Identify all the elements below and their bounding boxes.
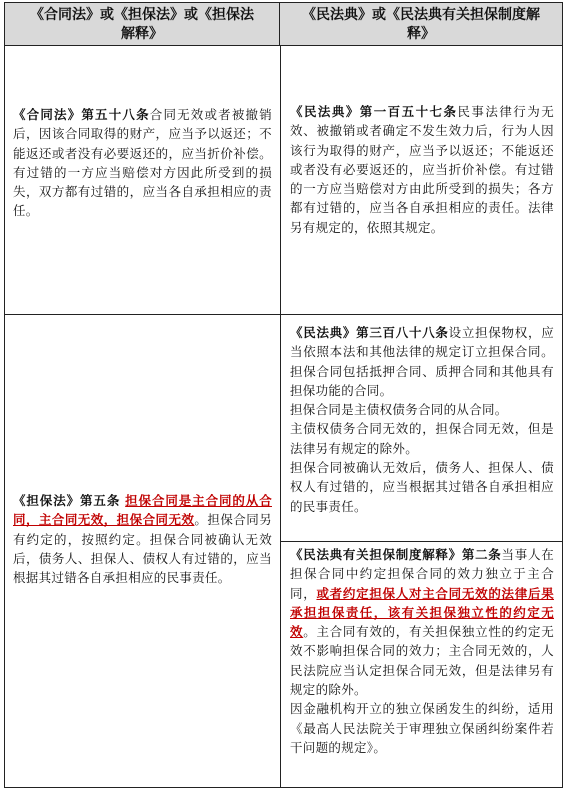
highlighted-text: 担保合同是主合同的从合同，主合同无效，担保合同无效 bbox=[13, 493, 272, 528]
right-cell-divider bbox=[280, 541, 562, 542]
contract-law-art58-cell bbox=[13, 105, 272, 221]
civil-code-art388-cell bbox=[290, 323, 554, 516]
paragraph bbox=[290, 545, 554, 699]
comparison-table bbox=[4, 2, 563, 788]
paragraph: 主债权债务合同无效的，担保合同无效，但是法律另有规定的除外。 bbox=[290, 421, 554, 456]
article-text: 民事法律行为无效、被撤销或者确定不发生效力后，行为人因该行为取得的财产，应当予以返还；不能返还或者没有必要返还的，应当折价补偿。有过错的一方应当赔偿对方由此所受到的损失；各方都有过错的，应当各自承担相应的责任。法律另有规定的，依照其规定。 bbox=[290, 104, 554, 235]
civil-code-art157-cell bbox=[290, 102, 554, 237]
column-divider bbox=[280, 46, 281, 787]
article-text: 。担保合同另有约定的，按照约定。担保合同被确认无效后，债务人、担保人、债权人有过错的，应当根据其过错各自承担相应的民事责任。 bbox=[13, 512, 272, 586]
article-title: 《民法典有关担保制度解释》第二条 bbox=[290, 547, 502, 562]
paragraph-text: 设立担保物权，应当依照本法和其他法律的规定订立担保合同。担保合同包括抵押合同、质押合同和其他具有担保功能的合同。 bbox=[290, 325, 554, 398]
paragraph bbox=[290, 323, 554, 400]
article-title: 《担保法》第五条 bbox=[13, 493, 121, 508]
text-after: 。主合同有效的，有关担保独立性的约定无效不影响担保合同的效力；主合同无效的，人民法院应当认定担保合同无效，但是法律另有规定的除外。 bbox=[290, 624, 554, 698]
article-title: 《民法典》第一百五十七条 bbox=[290, 104, 458, 119]
article-title: 《民法典》第三百八十八条 bbox=[290, 325, 449, 340]
article-title: 《合同法》第五十八条 bbox=[13, 107, 150, 122]
header-cell-old-law bbox=[5, 3, 280, 46]
header-civil-code: 《民法典》或《民法典有关担保制度解释》 bbox=[302, 7, 540, 42]
paragraph: 担保合同是主债权债务合同的从合同。 bbox=[290, 402, 508, 418]
header-cell-civil-code bbox=[280, 3, 562, 46]
text-before: 当事人在担保合同中约定担保合同的效力独立于主合同， bbox=[290, 547, 554, 601]
article-text: 合同无效或者被撤销后，因该合同取得的财产，应当予以返还；不能返还或者没有必要返还的，应当折价补偿。有过错的一方应当赔偿对方因此所受到的损失，双方都有过错的，应当各自承担相应的责任。 bbox=[13, 107, 272, 219]
header-old-law: 《合同法》或《担保法》或《担保法解释》 bbox=[30, 7, 254, 42]
paragraph: 担保合同被确认无效后，债务人、担保人、债权人有过错的，应当根据其过错各自承担相应的民事责任。 bbox=[290, 460, 554, 514]
paragraph: 因金融机构开立的独立保函发生的纠纷，适用《最高人民法院关于审理独立保函纠纷案件若干问题的规定》。 bbox=[290, 701, 554, 755]
row-divider bbox=[5, 314, 562, 315]
guarantee-law-art5-cell bbox=[13, 491, 272, 587]
highlighted-text: 或者约定担保人对主合同无效的法律后果承担担保责任，该有关担保独立性的约定无效 bbox=[290, 585, 554, 640]
guarantee-interpretation-art2-cell bbox=[290, 545, 554, 757]
